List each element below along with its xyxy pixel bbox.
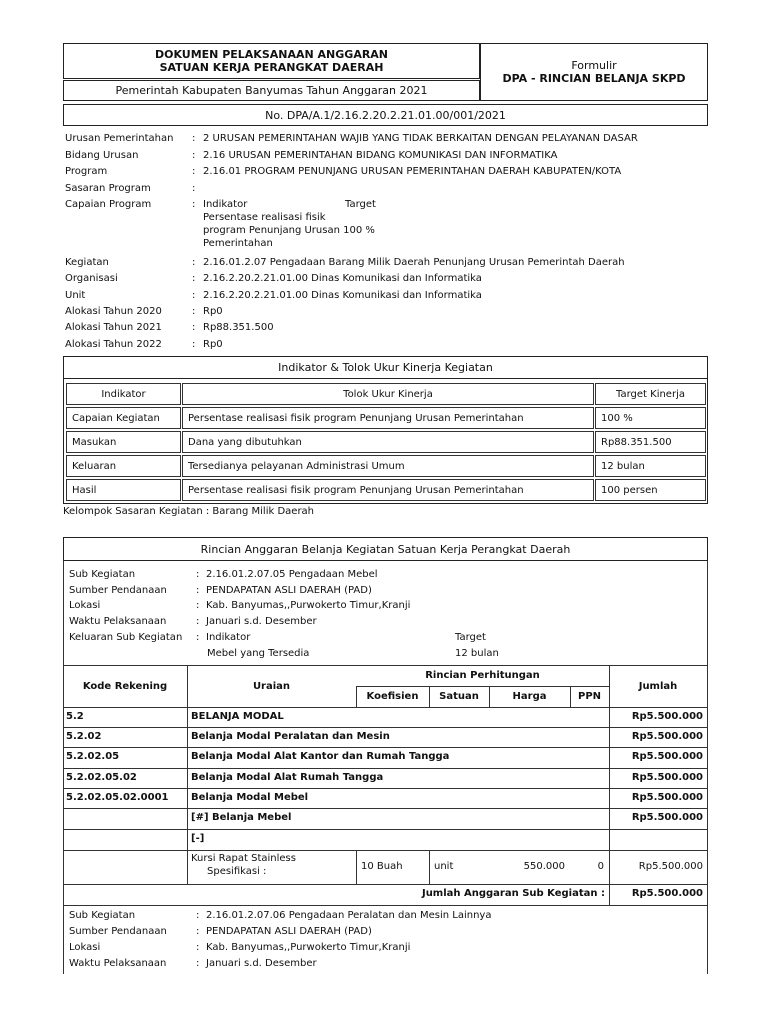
capaian-line: Persentase realisasi fisik <box>203 212 326 223</box>
row-jumlah: Rp5.500.000 <box>631 812 703 823</box>
info-colon: : <box>192 150 196 161</box>
sub-value: 2.16.01.2.07.05 Pengadaan Mebel <box>206 569 378 580</box>
pemerintah-text: Pemerintah Kabupaten Banyumas Tahun Anggaran 2021 <box>115 84 428 97</box>
kinerja-cell: Capaian Kegiatan <box>66 407 181 429</box>
hdr-satuan: Satuan <box>439 691 479 702</box>
sub-value: Kab. Banyumas,,Purwokerto Timur,Kranji <box>206 942 411 953</box>
info-value: 2.16.2.20.2.21.01.00 Dinas Komunikasi dan Informatika <box>203 290 482 301</box>
info-colon: : <box>192 133 196 144</box>
kelompok-sasaran: Kelompok Sasaran Kegiatan : Barang Milik Daerah <box>63 506 315 517</box>
kinerja-title-text: Indikator & Tolok Ukur Kinerja Kegiatan <box>278 361 493 374</box>
row-uraian: [#] Belanja Mebel <box>191 812 292 823</box>
sub-label: Lokasi <box>69 942 101 953</box>
hdr-kode-rekening: Kode Rekening <box>82 680 168 692</box>
kinerja-header: Indikator <box>66 383 181 405</box>
kinerja-header: Tolok Ukur Kinerja <box>182 383 594 405</box>
formulir-box <box>480 43 708 101</box>
kinerja-cell: 100 persen <box>595 479 706 501</box>
sub-label: Sub Kegiatan <box>69 910 136 921</box>
hdr-ppn: PPN <box>577 691 602 702</box>
info-value: Rp0 <box>203 339 223 350</box>
kinerja-cell: Dana yang dibutuhkan <box>182 431 594 453</box>
info-label: Program <box>65 166 108 177</box>
pemerintah-box <box>63 80 480 101</box>
info-value: 2.16 URUSAN PEMERINTAHAN BIDANG KOMUNIKASI DAN INFORMATIKA <box>203 150 558 161</box>
row-kode: 5.2.02.05 <box>66 751 120 762</box>
rincian-title: Rincian Anggaran Belanja Kegiatan Satuan Kerja Perangkat Daerah <box>200 542 571 556</box>
row-uraian: Belanja Modal Mebel <box>191 792 309 803</box>
kinerja-title <box>63 357 708 379</box>
row-jumlah: Rp5.500.000 <box>631 772 703 783</box>
item-ppn: 0 <box>597 861 604 872</box>
keluaran-target: 12 bulan <box>455 648 499 659</box>
info-label: Capaian Program <box>65 199 152 210</box>
info-label: Sasaran Program <box>65 183 151 194</box>
rincian-title-box <box>63 537 708 561</box>
info-label: Urusan Pemerintahan <box>65 133 174 144</box>
row-jumlah: Rp5.500.000 <box>631 751 703 762</box>
info-colon: : <box>192 166 196 177</box>
doc-number: No. DPA/A.1/2.16.2.20.2.21.01.00/001/2021 <box>265 108 506 122</box>
item-koefisien: 10 Buah <box>361 861 403 872</box>
hdr-koefisien: Koefisien <box>366 691 419 702</box>
sub-label: Waktu Pelaksanaan <box>69 616 167 627</box>
capaian-line: Pemerintahan <box>203 238 273 249</box>
total-label: Jumlah Anggaran Sub Kegiatan : <box>421 888 605 899</box>
info-label: Unit <box>65 290 86 301</box>
row-uraian: Belanja Modal Peralatan dan Mesin <box>191 731 390 742</box>
info-label: Organisasi <box>65 273 118 284</box>
sub-label: Lokasi <box>69 600 101 611</box>
doc-title-box <box>63 43 480 79</box>
doc-number-box <box>63 104 708 126</box>
info-colon: : <box>192 257 196 268</box>
sub-colon: : <box>196 585 200 596</box>
sub-colon: : <box>196 600 200 611</box>
item-name: Kursi Rapat Stainless <box>191 853 296 864</box>
info-value: 2.16.2.20.2.21.01.00 Dinas Komunikasi dan Informatika <box>203 273 482 284</box>
total-value: Rp5.500.000 <box>631 888 703 899</box>
kinerja-cell: Rp88.351.500 <box>595 431 706 453</box>
item-harga: 550.000 <box>523 861 565 872</box>
info-colon: : <box>192 290 196 301</box>
info-colon: : <box>192 183 196 194</box>
kinerja-cell: 12 bulan <box>595 455 706 477</box>
kinerja-cell: Masukan <box>66 431 181 453</box>
kinerja-header: Target Kinerja <box>595 383 706 405</box>
sub-colon: : <box>196 958 200 969</box>
sub-label: Sub Kegiatan <box>69 569 136 580</box>
row-uraian: Belanja Modal Alat Kantor dan Rumah Tangga <box>191 751 450 762</box>
row-uraian: BELANJA MODAL <box>191 711 284 722</box>
info-value: Rp0 <box>203 306 223 317</box>
info-label: Bidang Urusan <box>65 150 139 161</box>
item-satuan: unit <box>434 861 454 872</box>
row-kode: 5.2.02 <box>66 731 102 742</box>
row-jumlah: Rp5.500.000 <box>631 711 703 722</box>
formulir-label: Formulir <box>571 59 617 72</box>
kinerja-cell: Persentase realisasi fisik program Penunjang Urusan Pemerintahan <box>182 407 594 429</box>
sub-value: PENDAPATAN ASLI DAERAH (PAD) <box>206 926 372 937</box>
kinerja-cell: Keluaran <box>66 455 181 477</box>
info-label: Alokasi Tahun 2021 <box>65 322 162 333</box>
kinerja-cell: Persentase realisasi fisik program Penunjang Urusan Pemerintahan <box>182 479 594 501</box>
hdr-jumlah: Jumlah <box>638 680 678 692</box>
row-jumlah: Rp5.500.000 <box>631 792 703 803</box>
sub-colon: : <box>196 632 200 643</box>
doc-title-line2: SATUAN KERJA PERANGKAT DAERAH <box>159 61 384 74</box>
info-colon: : <box>192 322 196 333</box>
row-uraian: [-] <box>191 833 205 844</box>
info-label: Alokasi Tahun 2022 <box>65 339 162 350</box>
kinerja-cell: Hasil <box>66 479 181 501</box>
sub-value: PENDAPATAN ASLI DAERAH (PAD) <box>206 585 372 596</box>
doc-title-line1: DOKUMEN PELAKSANAAN ANGGARAN <box>154 48 389 61</box>
info-label: Kegiatan <box>65 257 109 268</box>
row-jumlah: Rp5.500.000 <box>631 731 703 742</box>
info-value: 2.16.01 PROGRAM PENUNJANG URUSAN PEMERINTAHAN DAERAH KABUPATEN/KOTA <box>203 166 622 177</box>
info-value: 2.16.01.2.07 Pengadaan Barang Milik Daerah Penunjang Urusan Pemerintah Daerah <box>203 257 625 268</box>
kinerja-cell: 100 % <box>595 407 706 429</box>
row-kode: 5.2.02.05.02.0001 <box>66 792 169 803</box>
info-label: Alokasi Tahun 2020 <box>65 306 162 317</box>
hdr-uraian: Uraian <box>252 680 291 692</box>
item-jumlah: Rp5.500.000 <box>638 861 703 872</box>
kinerja-cell: Tersedianya pelayanan Administrasi Umum <box>182 455 594 477</box>
capaian-line: program Penunjang Urusan 100 % <box>203 225 375 236</box>
sub-colon: : <box>196 616 200 627</box>
info-value: 2 URUSAN PEMERINTAHAN WAJIB YANG TIDAK BERKAITAN DENGAN PELAYANAN DASAR <box>203 133 638 144</box>
info-colon: : <box>192 339 196 350</box>
sub-value: Kab. Banyumas,,Purwokerto Timur,Kranji <box>206 600 411 611</box>
row-kode: 5.2 <box>66 711 84 722</box>
sub-value: Januari s.d. Desember <box>206 616 317 627</box>
row-uraian: Belanja Modal Alat Rumah Tangga <box>191 772 384 783</box>
sub-value: Januari s.d. Desember <box>206 958 317 969</box>
info-value: Rp88.351.500 <box>203 322 274 333</box>
sub-colon: : <box>196 942 200 953</box>
info-colon: : <box>192 273 196 284</box>
sub-colon: : <box>196 569 200 580</box>
row-kode: 5.2.02.05.02 <box>66 772 137 783</box>
capaian-target-header: Target <box>345 199 376 210</box>
sub-label: Keluaran Sub Kegiatan <box>69 632 183 643</box>
sub-colon: : <box>196 910 200 921</box>
keluaran-indikator-header: Indikator <box>206 632 251 643</box>
info-colon: : <box>192 199 196 210</box>
hdr-rincian-perhitungan: Rincian Perhitungan <box>425 670 540 681</box>
capaian-indikator-header: Indikator <box>203 199 248 210</box>
formulir-name: DPA - RINCIAN BELANJA SKPD <box>502 72 686 85</box>
keluaran-indikator: Mebel yang Tersedia <box>207 648 310 659</box>
sub-colon: : <box>196 926 200 937</box>
sub-label: Waktu Pelaksanaan <box>69 958 167 969</box>
item-spesifikasi: Spesifikasi : <box>207 866 267 877</box>
sub-label: Sumber Pendanaan <box>69 926 167 937</box>
sub-value: 2.16.01.2.07.06 Pengadaan Peralatan dan Mesin Lainnya <box>206 910 492 921</box>
sub-label: Sumber Pendanaan <box>69 585 167 596</box>
info-colon: : <box>192 306 196 317</box>
hdr-harga: Harga <box>512 691 547 702</box>
keluaran-target-header: Target <box>455 632 486 643</box>
